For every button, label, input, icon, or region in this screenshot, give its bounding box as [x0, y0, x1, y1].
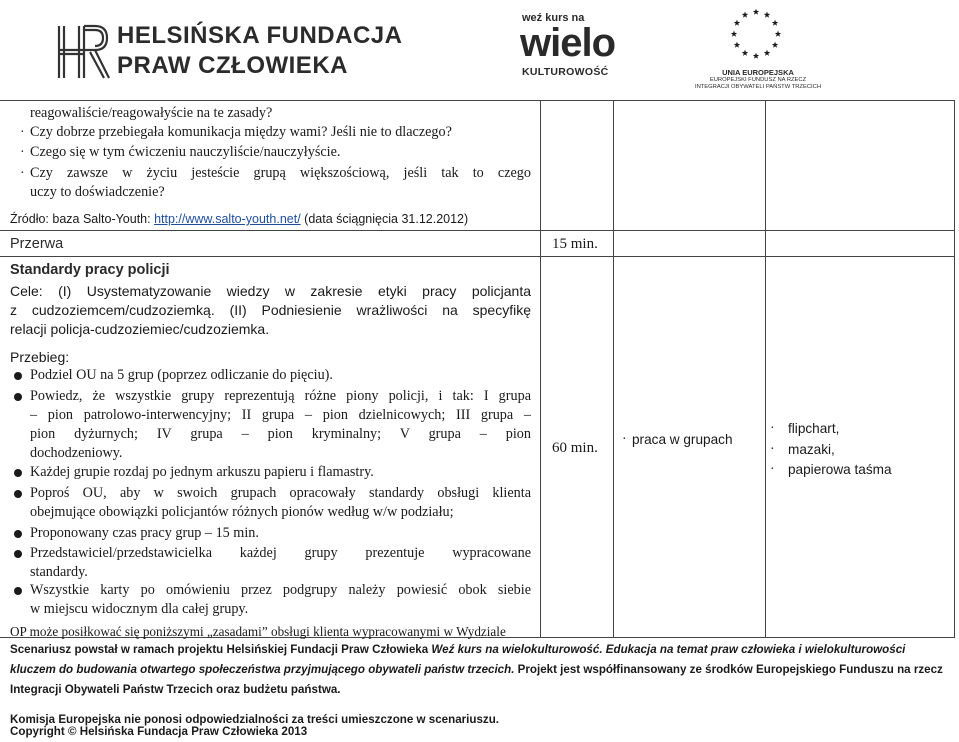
- eu-star-icon: [734, 42, 740, 48]
- section-title: Standardy pracy policji: [10, 262, 170, 278]
- break-label: Przerwa: [10, 236, 64, 252]
- task-duration: 60 min.: [552, 440, 598, 456]
- footer-text: Projekt jest współfinansowany ze środków Europejskiego Funduszu na rzecz: [514, 663, 943, 676]
- eu-star-icon: [753, 9, 759, 15]
- step-6-line2: standardy.: [30, 564, 88, 580]
- step-2-line3: pion dyżurnych; IV grupa – pion kryminalny; V grupa – pion: [30, 426, 531, 442]
- hfpc-name-line1: HELSIŃSKA FUNDACJA: [117, 22, 403, 49]
- eu-star-icon: [734, 20, 740, 26]
- question-4-line2: uczy to doświadczenie?: [30, 184, 165, 200]
- eu-star-icon: [764, 12, 770, 18]
- hfpc-name-line2: PRAW CZŁOWIEKA: [117, 52, 348, 79]
- step-7-line1: Wszystkie karty po omówieniu przez podgrupy należy powiesić obok siebie: [30, 582, 531, 598]
- source-note: [10, 210, 468, 229]
- eu-star-icon: [742, 50, 748, 56]
- wkw-sub-text: KULTUROWOŚĆ: [522, 66, 609, 78]
- eu-logo: [688, 4, 828, 94]
- dot-bullet: ·: [770, 442, 775, 457]
- break-duration: 15 min.: [552, 236, 598, 252]
- step-4-line1: Poproś OU, aby w swoich grupach opracowały standardy obsługi klienta: [30, 485, 531, 501]
- eu-star-icon: [775, 31, 781, 37]
- goals-line-2: z cudzoziemcem/cudzoziemką. (II) Podniesienie wrażliwości na specyfikę: [10, 302, 531, 318]
- step-2-line4: dochodzeniowy.: [30, 445, 123, 461]
- eu-subtitle-2: INTEGRACJI OBYWATELI PAŃSTW TRZECICH: [694, 84, 822, 90]
- step-2-line1: Powiedz, że wszystkie grupy reprezentują różne piony policji, i tak: I grupa: [30, 388, 531, 404]
- question-3: Czego się w tym ćwiczeniu nauczyliście/nauczyłyście.: [30, 144, 341, 160]
- hfpc-logo: [55, 18, 403, 88]
- list-bullet: [14, 393, 22, 401]
- hr-monogram-icon: [55, 20, 113, 82]
- eu-stars-icon: [726, 4, 786, 64]
- step-5: Proponowany czas pracy grup – 15 min.: [30, 525, 259, 541]
- dot-bullet: ·: [770, 421, 775, 436]
- list-bullet: [14, 469, 22, 477]
- eu-star-icon: [772, 42, 778, 48]
- column-divider: [765, 100, 766, 638]
- list-bullet: [14, 587, 22, 595]
- question-continued: reagowaliście/reagowałyście na te zasady?: [30, 105, 273, 121]
- dot-bullet: ·: [20, 166, 25, 181]
- step-2-line2: – pion patrolowo-interwencyjny; II grupa – pion dzielnicowych; III grupa –: [30, 407, 531, 423]
- question-2: Czy dobrze przebiegała komunikacja między wami? Jeśli nie to dlaczego?: [30, 124, 452, 140]
- goals-line-1: Cele: (I) Usystematyzowanie wiedzy w zakresie etyki pracy policjanta: [10, 283, 531, 299]
- footer-text: Scenariusz powstał w ramach projektu Helsińskiej Fundacji Praw Człowieka: [10, 643, 432, 656]
- eu-star-icon: [742, 12, 748, 18]
- eu-subtitle-1: EUROPEJSKI FUNDUSZ NA RZECZ: [709, 77, 807, 83]
- row-divider: [0, 256, 955, 257]
- wez-kurs-logo: [520, 12, 616, 92]
- goals-line-3: relacji policja-cudzoziemiec/cudzoziemka.: [10, 321, 270, 337]
- source-suffix: (data ściągnięcia 31.12.2012): [300, 212, 469, 226]
- dot-bullet: ·: [20, 125, 25, 140]
- list-bullet: [14, 490, 22, 498]
- list-bullet: [14, 530, 22, 538]
- dot-bullet: ·: [770, 462, 775, 477]
- column-divider: [613, 100, 614, 638]
- row-divider: [0, 230, 955, 231]
- eu-star-icon: [753, 53, 759, 59]
- dot-bullet: ·: [20, 145, 25, 160]
- source-prefix: Źródło: baza Salto-Youth:: [10, 212, 155, 226]
- source-link[interactable]: http://www.salto-youth.net/: [154, 212, 301, 226]
- list-bullet: [14, 550, 22, 558]
- eu-title: UNIA EUROPEJSKA: [722, 68, 794, 77]
- material-2: mazaki,: [788, 442, 835, 457]
- footer-line-3: Integracji Obywateli Państw Trzecich oraz budżetu państwa.: [10, 683, 341, 696]
- step-3: Każdej grupie rozdaj po jednym arkuszu papieru i flamastry.: [30, 464, 374, 480]
- step-1: Podziel OU na 5 grup (poprzez odliczanie do pięciu).: [30, 367, 333, 383]
- material-3: papierowa taśma: [788, 462, 892, 477]
- page-header: [0, 0, 959, 100]
- process-label: Przebieg:: [10, 349, 70, 365]
- eu-star-icon: [772, 20, 778, 26]
- footer-project-name: Weź kurs na wielokulturowość. Edukacja na temat praw człowieka i wielokulturowości: [431, 643, 906, 656]
- wkw-top-text: weź kurs na: [522, 12, 585, 24]
- list-bullet: [14, 372, 22, 380]
- footer-copyright: Copyright © Helsińska Fundacja Praw Człowieka 2013: [10, 725, 308, 738]
- step-6-line1: Przedstawiciel/przedstawicielka każdej grupy prezentuje wypracowane: [30, 545, 531, 561]
- eu-star-icon: [731, 31, 737, 37]
- question-4-line1: Czy zawsze w życiu jesteście grupą większościową, jeśli tak to czego: [30, 165, 531, 181]
- footer-line-2: [10, 660, 943, 680]
- footer-disclaimer: Komisja Europejska nie ponosi odpowiedzialności za treści umieszczone w scenariuszu.: [10, 713, 500, 726]
- dot-bullet: ·: [622, 432, 627, 447]
- last-line: OP może posiłkować się poniższymi „zasadami” obsługi klienta wypracowanymi w Wydziale: [10, 624, 506, 639]
- wkw-big-text: wielo: [520, 21, 616, 65]
- method-label: praca w grupach: [632, 432, 733, 447]
- eu-star-icon: [764, 50, 770, 56]
- material-1: flipchart,: [788, 421, 840, 436]
- footer-line-1: [10, 640, 905, 660]
- step-4-line2: obejmujące obowiązki policjantów różnych pionów według w/w podziału;: [30, 504, 454, 520]
- column-divider: [540, 100, 541, 638]
- footer-project-subtitle: kluczem do budowania otwartego społeczeństwa przyjmującego obywateli państw trzecich.: [10, 663, 515, 676]
- step-7-line2: w miejscu widocznym dla całej grupy.: [30, 601, 249, 617]
